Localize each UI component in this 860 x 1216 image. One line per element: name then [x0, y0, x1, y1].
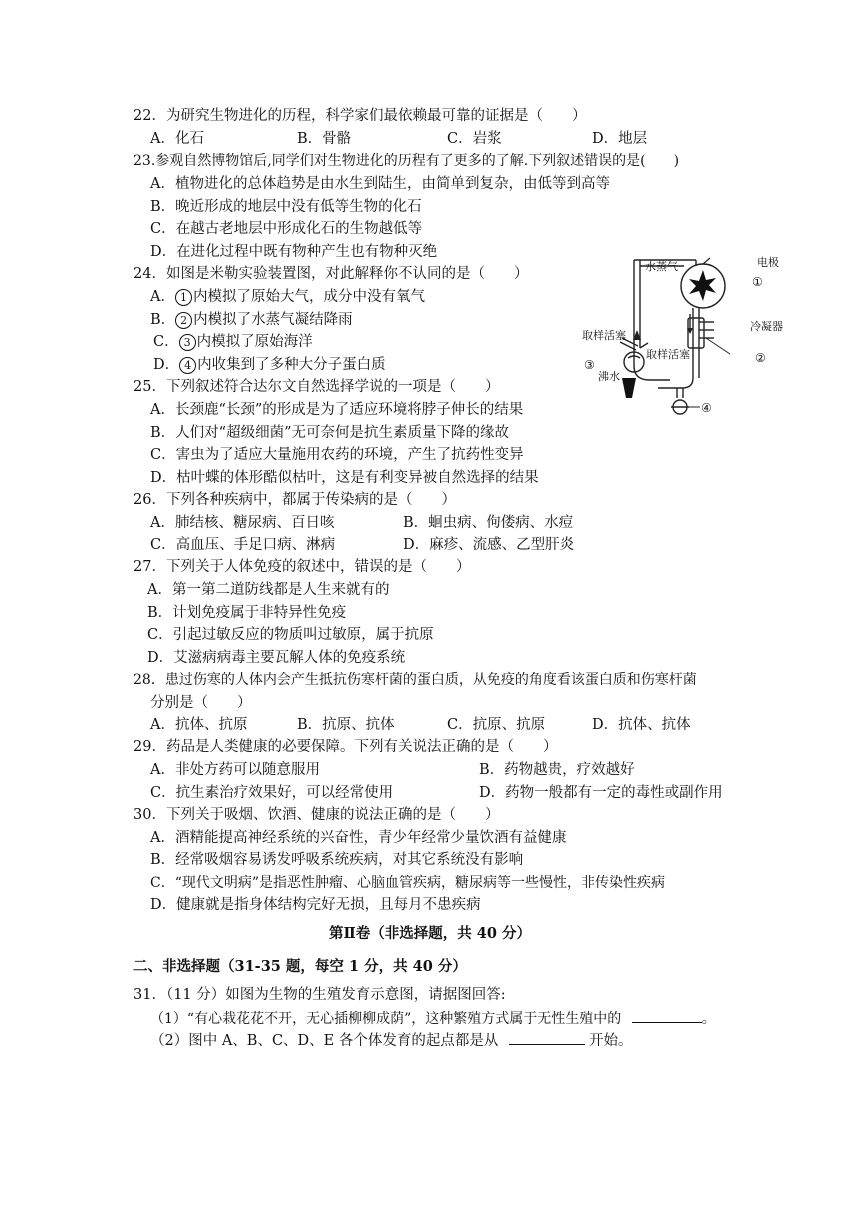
q30-stem: 30．下列关于吸烟、饮酒、健康的说法正确的是（ ）: [133, 807, 500, 823]
q22-option-a: A．化石: [150, 131, 204, 147]
q29-option-c: C．抗生素治疗效果好，可以经常使用: [150, 785, 394, 801]
q26-option-b: B．蛔虫病、佝偻病、水痘: [403, 515, 574, 531]
q30-option-c: C．“现代文明病”是指恶性肿瘤、心脑血管疾病，糖尿病等一些慢性，非传染性疾病: [150, 875, 666, 891]
circled-number-3: 3: [179, 334, 196, 351]
q31-sub1: （1）“有心栽花花不开，无心插柳柳成荫”，这种繁殖方式属于无性生殖中的 。: [150, 1008, 716, 1029]
q24-option-a: A． 1 内模拟了原始大气，成分中没有氧气: [150, 289, 425, 305]
label-2: ②: [755, 351, 766, 365]
q24-option-d: D． 4 内收集到了多种大分子蛋白质: [153, 357, 386, 373]
q25-option-d: D．枯叶蝶的体形酷似枯叶，这是有利变异被自然选择的结果: [150, 470, 539, 486]
label-steam: 水蒸气: [645, 260, 678, 273]
q26-option-d: D．麻疹、流感、乙型肝炎: [403, 537, 575, 553]
q28-option-c: C．抗原、抗原: [447, 717, 546, 733]
q25-stem: 25．下列叙述符合达尔文自然选择学说的一项是（ ）: [133, 379, 500, 395]
label-1: ①: [752, 275, 763, 289]
q29-stem: 29．药品是人类健康的必要保障。下列有关说法正确的是（ ）: [133, 739, 558, 755]
q23-option-a: A．植物进化的总体趋势是由水生到陆生，由简单到复杂，由低等到高等: [150, 176, 610, 192]
q29-option-a: A．非处方药可以随意服用: [150, 762, 320, 778]
q27-option-b: B．计划免疫属于非特异性免疫: [147, 605, 347, 621]
q22-option-b: B．骨骼: [297, 131, 352, 147]
q31-sub1-answer-blank[interactable]: [632, 1008, 702, 1023]
q29-option-b: B．药物越贵，疗效越好: [479, 762, 635, 778]
q22-option-c: C．岩浆: [447, 131, 502, 147]
q30-option-d: D．健康就是指身体结构完好无损，且每月不患疾病: [150, 897, 481, 913]
label-condenser: 冷凝器: [750, 320, 783, 333]
part2-title: 第Ⅱ卷（非选择题，共 40 分）: [329, 925, 531, 942]
q30-option-a: A．酒精能提高神经系统的兴奋性，青少年经常少量饮酒有益健康: [150, 830, 567, 846]
q29-option-d: D．药物一般都有一定的毒性或副作用: [479, 785, 723, 801]
q23-option-b: B．晚近形成的地层中没有低等生物的化石: [150, 199, 422, 215]
q31-sub2: （2）图中 A、B、C、D、E 各个体发育的起点都是从 开始。: [150, 1030, 632, 1051]
section2-title: 二、非选择题（31-35 题，每空 1 分，共 40 分）: [133, 958, 467, 975]
miller-experiment-diagram: [578, 248, 790, 420]
q22-option-d: D．地层: [592, 131, 648, 147]
q30-option-b: B．经常吸烟容易诱发呼吸系统疾病，对其它系统没有影响: [150, 852, 524, 868]
q23-option-d: D．在进化过程中既有物种产生也有物种灭绝: [150, 244, 438, 260]
q28-option-d: D．抗体、抗体: [592, 717, 691, 733]
q31-stem: 31．（11 分）如图为生物的生殖发育示意图，请据图回答:: [133, 987, 506, 1003]
q28-stem: 28．患过伤寒的人体内会产生抵抗伤寒杆菌的蛋白质，从免疫的角度看该蛋白质和伤寒杆菌: [133, 672, 697, 688]
electric-spark-icon: [689, 270, 716, 301]
label-sampling-valve-left: 取样活塞: [582, 329, 626, 342]
q24-stem: 24．如图是米勒实验装置图，对此解释你不认同的是（ ）: [133, 266, 529, 282]
q26-option-c: C．高血压、手足口病、淋病: [150, 537, 336, 553]
label-electrode: 电极: [757, 256, 779, 269]
q26-stem: 26．下列各种疾病中，都属于传染病的是（ ）: [133, 492, 456, 508]
q22-stem: 22．为研究生物进化的历程，科学家们最依赖最可靠的证据是（ ）: [133, 108, 587, 124]
q27-option-d: D．艾滋病病毒主要瓦解人体的免疫系统: [147, 650, 406, 666]
q31-sub2-answer-blank[interactable]: [509, 1030, 585, 1045]
q26-option-a: A．肺结核、糖尿病、百日咳: [150, 515, 335, 531]
label-boiling-water: 沸水: [598, 370, 620, 383]
q27-option-a: A．第一第二道防线都是人生来就有的: [147, 582, 390, 598]
q27-option-c: C．引起过敏反应的物质叫过敏原，属于抗原: [147, 627, 434, 643]
label-4: ④: [701, 401, 712, 415]
burner-icon: [622, 378, 636, 398]
circled-number-4: 4: [179, 357, 196, 374]
circled-number-2: 2: [175, 312, 192, 329]
q25-option-c: C．害虫为了适应大量施用农药的环境，产生了抗药性变异: [150, 447, 524, 463]
q24-option-c: C． 3 内模拟了原始海洋: [153, 334, 313, 350]
q24-option-b: B． 2 内模拟了水蒸气凝结降雨: [150, 312, 353, 328]
q23-stem: 23.参观自然博物馆后,同学们对生物进化的历程有了更多的了解.下列叙述错误的是( ): [133, 153, 680, 169]
q23-option-c: C．在越古老地层中形成化石的生物越低等: [150, 221, 423, 237]
label-sampling-valve-right: 取样活塞: [646, 348, 690, 361]
q25-option-a: A．长颈鹿“长颈”的形成是为了适应环境将脖子伸长的结果: [150, 402, 524, 418]
q28-option-a: A．抗体、抗原: [150, 717, 248, 733]
label-3: ③: [584, 358, 595, 372]
q28-stem-continued: 分别是（ ）: [150, 695, 252, 711]
q25-option-b: B．人们对“超级细菌”无可奈何是抗生素质量下降的缘故: [150, 425, 509, 441]
circled-number-1: 1: [175, 289, 192, 306]
q28-option-b: B．抗原、抗体: [297, 717, 395, 733]
q27-stem: 27．下列关于人体免疫的叙述中，错误的是（ ）: [133, 559, 471, 575]
